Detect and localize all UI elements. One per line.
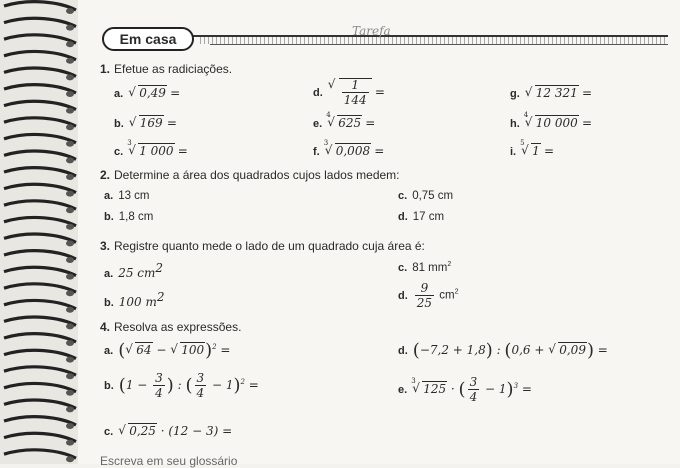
item-value: 0,75 cm	[412, 190, 454, 202]
question-title: Registre quanto mede o lado de um quadrado cuja área é:	[114, 239, 425, 253]
q1-item-a	[114, 86, 180, 100]
q1-item-f	[313, 139, 385, 158]
q1-item-g	[510, 86, 592, 100]
equals: =	[365, 116, 376, 130]
question-title: Resolva as expressões.	[114, 320, 242, 334]
spiral-hole	[66, 124, 74, 130]
item-letter: c.	[114, 146, 124, 158]
equals: =	[374, 85, 385, 99]
item-letter: c.	[398, 190, 408, 202]
spiral-hole	[66, 456, 74, 462]
item-letter: e.	[398, 384, 408, 396]
item-letter: a.	[114, 88, 124, 100]
radicand: 12 321	[535, 86, 578, 100]
radical	[525, 86, 579, 100]
radical	[520, 139, 541, 158]
spiral-hole	[66, 191, 74, 197]
item-value: 1,8 cm	[118, 211, 154, 223]
header-hatch	[200, 37, 668, 44]
radicand: 169	[139, 116, 163, 130]
q4-item-c	[104, 424, 232, 438]
radicand: 1 000	[139, 144, 174, 158]
equals: =	[543, 144, 555, 158]
q1-item-c	[114, 139, 188, 158]
item-letter: c.	[398, 261, 408, 274]
equals: =	[177, 144, 188, 158]
exponent: 2	[447, 261, 452, 268]
question-number: 4.	[100, 320, 111, 334]
radicand: 0,49	[139, 86, 166, 100]
q1-item-b	[114, 116, 177, 130]
q1-item-i	[510, 139, 555, 158]
spiral-hole	[66, 257, 74, 263]
expression: (√ 64 − √ 100)$^2$ =	[118, 343, 230, 357]
q4-item-d	[398, 340, 608, 361]
expression: √ 3 125 · ( $\frac{3}{4}$ − 1)$^3$ =	[412, 382, 532, 396]
spiral-hole	[66, 74, 74, 80]
q2-item-c	[398, 190, 453, 202]
exponent: 2	[156, 290, 165, 304]
q3-item-c	[398, 261, 451, 274]
item-letter: h.	[510, 118, 520, 130]
spiral-hole	[66, 307, 74, 313]
item-letter: d.	[398, 345, 408, 357]
item-value: 17 cm	[412, 211, 445, 223]
q1-item-d	[313, 78, 385, 106]
radical	[323, 139, 371, 158]
equals: =	[581, 116, 593, 130]
item-letter: i.	[510, 146, 517, 158]
item-letter: e.	[313, 118, 323, 130]
item-letter: b.	[104, 380, 114, 392]
item-letter: b.	[104, 296, 114, 309]
numerator: 9	[415, 282, 434, 296]
q2-item-d	[398, 211, 444, 223]
item-letter: b.	[104, 211, 114, 223]
equals: =	[166, 116, 177, 130]
spiral-hole	[66, 157, 74, 163]
item-letter: c.	[104, 426, 114, 438]
item-letter: a.	[104, 190, 114, 202]
item-letter: a.	[104, 267, 114, 280]
expression: (1 − $\frac{3}{4}$ ) : ( $\frac{3}{4}$ − 1)$^2$ =	[118, 371, 259, 400]
root-index: √ 4	[523, 111, 529, 119]
question-title: Efetue as radiciações.	[114, 62, 233, 76]
spiral-hole	[66, 274, 74, 280]
handwritten-note: Tarefa	[352, 24, 391, 38]
item-letter: d.	[398, 289, 408, 302]
q4-item-e	[398, 376, 532, 403]
question-title: Determine a área dos quadrados cujos lados medem:	[114, 168, 400, 182]
question-number: 1.	[100, 62, 111, 76]
header-rule-lower	[210, 44, 668, 45]
spiral-hole	[66, 440, 74, 446]
item-value: 13 cm	[118, 190, 150, 202]
spiral-hole	[66, 240, 74, 246]
section-title: Em casa	[102, 27, 194, 51]
item-value: 100 m	[118, 294, 157, 309]
radicand: 10 000	[535, 116, 578, 130]
q2-item-b	[104, 211, 153, 223]
spiral-hole	[66, 41, 74, 47]
item-letter: g.	[510, 88, 520, 100]
item-letter: f.	[313, 146, 320, 158]
spiral-hole	[66, 25, 74, 31]
item-value: 81 mm	[412, 261, 448, 274]
root-index: √ 5	[520, 139, 525, 147]
unit: cm	[439, 289, 455, 302]
item-letter: a.	[104, 345, 114, 357]
item-letter: d.	[313, 87, 323, 99]
radical	[523, 111, 579, 130]
spiral-hole	[66, 207, 74, 213]
spiral-hole	[66, 406, 74, 412]
spiral-hole	[66, 141, 74, 147]
spiral-hole	[66, 357, 74, 363]
question-4	[100, 320, 241, 334]
q4-item-b	[104, 372, 259, 399]
radical	[328, 78, 372, 106]
glossary-note: Escreva em seu glossário	[100, 454, 238, 468]
q3-item-b	[104, 290, 165, 309]
radical	[128, 86, 167, 100]
question-number: 2.	[100, 168, 111, 182]
radicand: 625	[338, 116, 362, 130]
question-2	[100, 168, 400, 182]
spiral-hole	[66, 108, 74, 114]
equals: =	[374, 144, 385, 158]
spiral-hole	[66, 323, 74, 329]
item-letter: b.	[114, 118, 124, 130]
spiral-hole	[66, 224, 74, 230]
question-1	[100, 62, 232, 76]
spiral-hole	[66, 340, 74, 346]
q3-item-a	[104, 261, 163, 280]
q2-item-a	[104, 190, 150, 202]
spiral-hole	[66, 373, 74, 379]
item-value: 25 cm	[118, 265, 156, 280]
spiral-hole	[66, 290, 74, 296]
item-letter: d.	[398, 211, 408, 223]
spiral-hole	[66, 58, 74, 64]
radical	[326, 111, 362, 130]
spiral-hole	[66, 423, 74, 429]
q1-item-h	[510, 111, 593, 130]
denominator: 25	[416, 296, 433, 310]
expression: (−7,2 + 1,8) : (0,6 + √ 0,09) =	[413, 343, 608, 357]
question-3	[100, 239, 425, 253]
spiral-hole	[66, 174, 74, 180]
question-number: 3.	[100, 239, 111, 253]
root-index: √ 4	[326, 111, 331, 119]
radicand: 0,008	[335, 144, 371, 158]
q4-item-a	[104, 340, 230, 361]
root-index: √ 3	[127, 139, 132, 147]
equals: =	[581, 86, 593, 100]
root-index: √ 3	[323, 139, 329, 147]
numerator: √ 1	[342, 79, 369, 93]
radical	[127, 139, 174, 158]
exponent: 2	[155, 261, 164, 275]
exponent: 2	[454, 288, 459, 296]
equals: =	[170, 86, 181, 100]
radical	[129, 116, 164, 130]
spiral-binding	[0, 0, 78, 464]
expression: √ 0,25 · (12 − 3) =	[118, 424, 232, 438]
q1-item-e	[313, 111, 376, 130]
spiral-hole	[66, 8, 74, 14]
radicand: 1	[532, 144, 540, 158]
spiral-hole	[66, 91, 74, 97]
denominator: 144	[343, 93, 367, 107]
spiral-hole	[66, 390, 74, 396]
q3-item-d	[398, 282, 459, 309]
